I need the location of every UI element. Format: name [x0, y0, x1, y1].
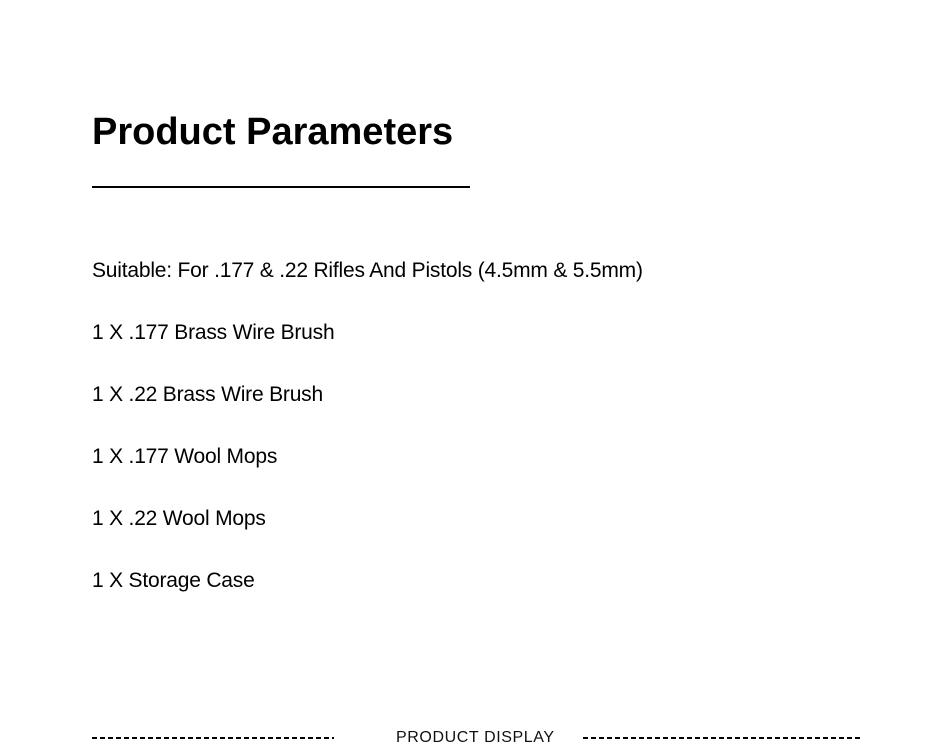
section-label: PRODUCT DISPLAY	[396, 729, 555, 746]
spec-item-22-brass-wire-brush: 1 X .22 Brass Wire Brush	[92, 382, 323, 406]
page-title: Product Parameters	[92, 111, 454, 153]
spec-item-177-wool-mops: 1 X .177 Wool Mops	[92, 444, 278, 468]
spec-item-177-brass-wire-brush: 1 X .177 Brass Wire Brush	[92, 320, 335, 344]
title-underline	[92, 186, 470, 188]
spec-item-22-wool-mops: 1 X .22 Wool Mops	[92, 506, 266, 530]
dashed-line-right	[583, 737, 862, 739]
spec-item-suitable: Suitable: For .177 & .22 Rifles And Pistols (4.5mm & 5.5mm)	[92, 258, 643, 282]
spec-list	[92, 258, 858, 594]
section-divider	[0, 724, 950, 752]
spec-item-storage-case: 1 X Storage Case	[92, 568, 255, 592]
dashed-line-left	[92, 737, 334, 739]
